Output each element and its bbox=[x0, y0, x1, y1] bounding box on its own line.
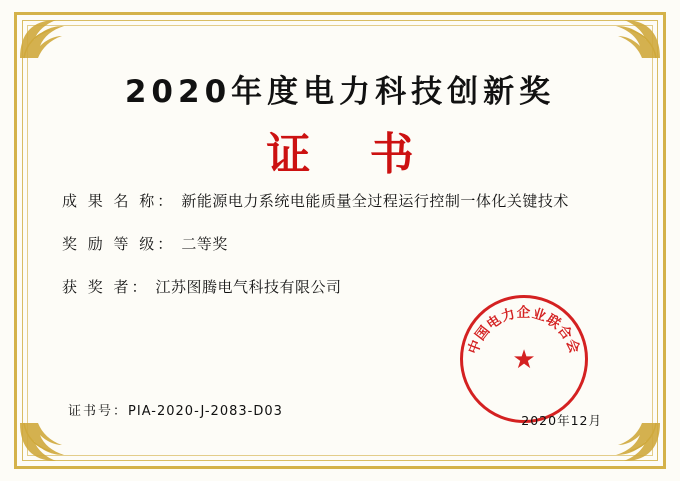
field-label-recipient: 获 奖 者： bbox=[62, 278, 150, 296]
seal-organization-name: 中国电力企业联合会 bbox=[465, 305, 583, 357]
corner-ornament-icon bbox=[16, 14, 78, 62]
corner-ornament-icon bbox=[602, 419, 664, 467]
field-value-achievement-name: 新能源电力系统电能质量全过程运行控制一体化关键技术 bbox=[181, 192, 569, 210]
certificate-number bbox=[68, 400, 283, 419]
corner-ornament-icon bbox=[602, 14, 664, 62]
field-row bbox=[62, 276, 618, 297]
certificate-number-value: PIA-2020-J-2083-D03 bbox=[128, 404, 283, 419]
field-value-recipient: 江苏图腾电气科技有限公司 bbox=[155, 278, 342, 296]
field-row bbox=[62, 190, 618, 211]
certificate-number-label: 证书号： bbox=[68, 404, 129, 419]
corner-ornament-icon bbox=[16, 419, 78, 467]
official-seal bbox=[460, 295, 588, 423]
field-label-achievement-name: 成 果 名 称： bbox=[62, 192, 176, 210]
star-icon: ★ bbox=[512, 344, 536, 374]
certificate-subtitle: 证 书 bbox=[266, 129, 436, 180]
field-label-award-level: 奖 励 等 级： bbox=[62, 235, 176, 253]
field-row bbox=[62, 233, 618, 254]
field-value-award-level: 二等奖 bbox=[181, 235, 228, 253]
certificate-title: 2020年度电力科技创新奖 bbox=[124, 74, 556, 110]
certificate-date: 2020年12月 bbox=[521, 413, 602, 428]
